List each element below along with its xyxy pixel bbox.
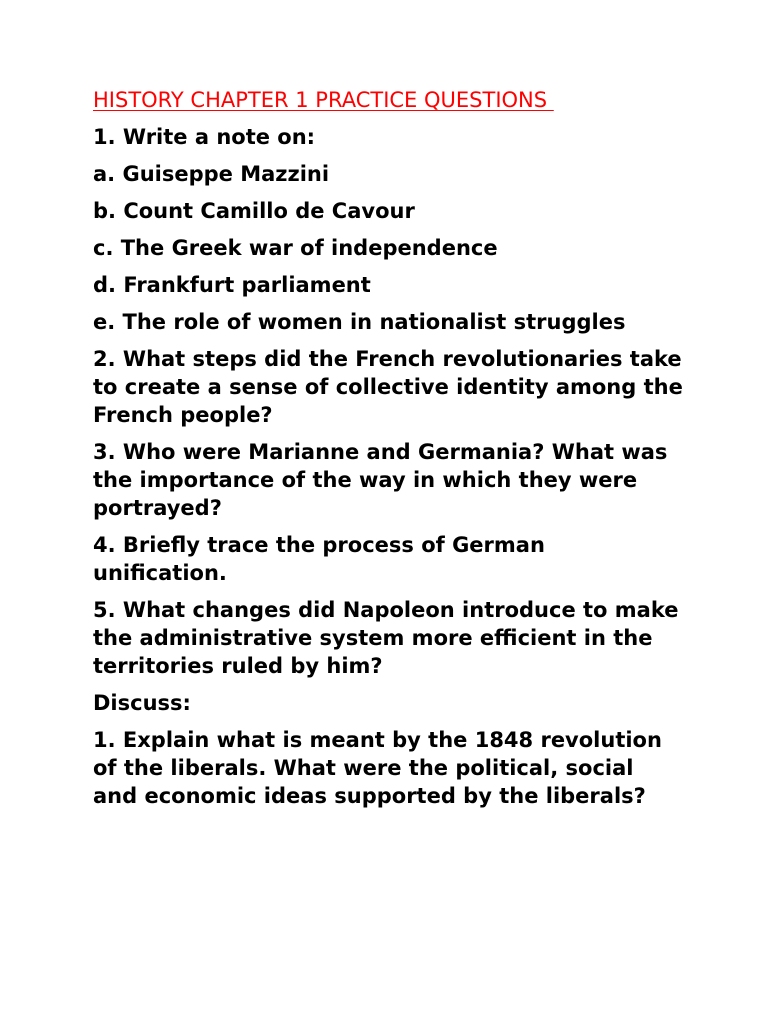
question-1a: a. Guiseppe Mazzini <box>93 162 330 186</box>
document-title: HISTORY CHAPTER 1 PRACTICE QUESTIONS <box>93 88 554 112</box>
question-3: 3. Who were Marianne and Germania? What was the importance of the way in which they were portrayed? <box>93 440 668 520</box>
question-1-heading: 1. Write a note on: <box>93 125 316 149</box>
question-1d: d. Frankfurt parliament <box>93 273 371 297</box>
discuss-question-1: 1. Explain what is meant by the 1848 revolution of the liberals. What were the political, social and economic ideas supported by the liberals? <box>93 728 662 808</box>
question-1e: e. The role of women in nationalist struggles <box>93 310 626 334</box>
discuss-heading: Discuss: <box>93 691 191 715</box>
question-4: 4. Briefly trace the process of German unification. <box>93 533 545 585</box>
document-page <box>93 86 683 819</box>
question-1b: b. Count Camillo de Cavour <box>93 199 415 223</box>
question-1c: c. The Greek war of independence <box>93 236 498 260</box>
question-5: 5. What changes did Napoleon introduce to make the administrative system more efficient in the territories ruled by him? <box>93 598 679 678</box>
question-2: 2. What steps did the French revolutionaries take to create a sense of collective identity among the French people? <box>93 347 683 427</box>
